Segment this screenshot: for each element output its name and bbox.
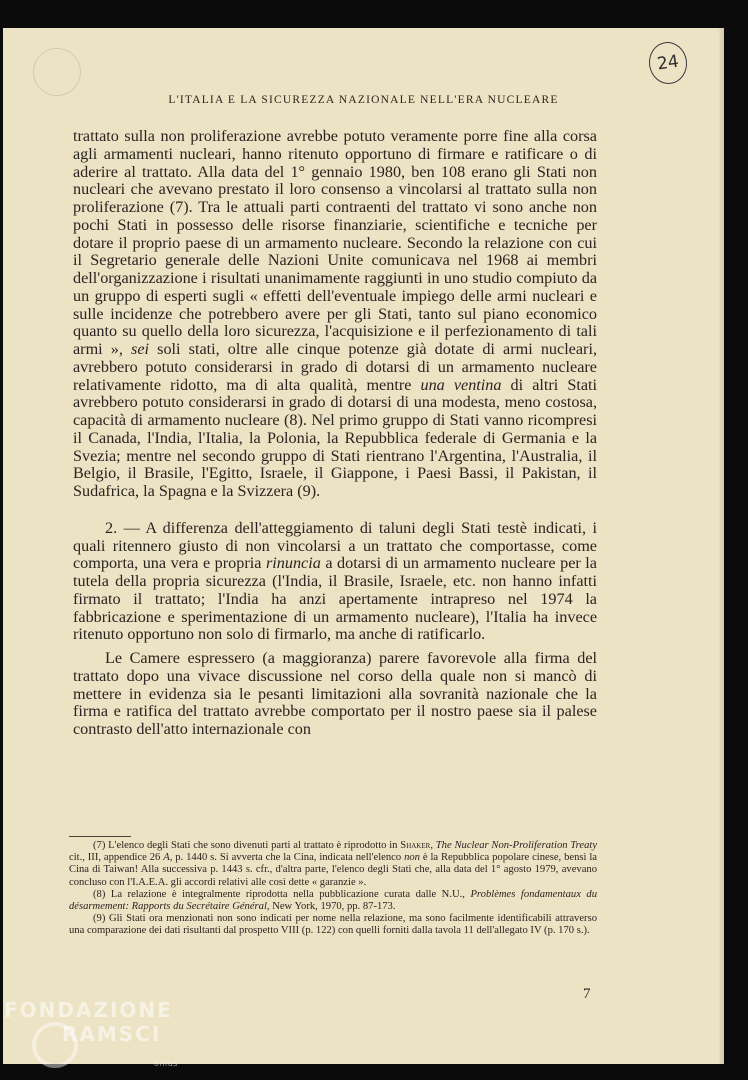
text-run: 2. — A differenza dell'atteggiamento di taluni degli Stati testè indicati, i quali ritennero giusto di non vincolarsi a un trattato che comportasse, come comporta, una vera e propria (73, 518, 597, 573)
footnote-separator (69, 836, 131, 837)
text-run: soli stati, oltre alle cinque potenze già dotate di armi nucleari, avrebbero potuto considerarsi in grado di dotarsi di un armamento nucleare relativamente ridotto, ma di alta qualità, mentre (73, 340, 597, 394)
handwritten-folio-number: 24 (646, 40, 689, 87)
text-run: è la Repubblica popolare cinese, bensì la Cina di Taiwan! Alla successiva p. 1443 s. cfr., d'altra parte, l'elenco degli Stati che, alla data del 1° agosto 1979, avevano concluso con l'I.A.E.A. gli accordi relativi alle così dette « garanzie ». (69, 852, 597, 888)
text-run: (9) Gli Stati ora menzionati non sono indicati per nome nella relazione, ma sono facilmente identificabili attraverso una comparazione dei dati risultanti dal prospetto VIII (p. 122) con quelli forniti dalla tavola 11 dell'allegato IV (p. 170 s.). (69, 913, 597, 937)
running-head: L'ITALIA E LA SICUREZZA NAZIONALE NELL'ERA NUCLEARE (168, 94, 559, 106)
archive-watermark (4, 998, 178, 1068)
text-run: (8) La relazione è integralmente riprodotta nella pubblicazione curata dalle N.U., (93, 888, 471, 900)
text-run: trattato sulla non proliferazione avrebbe potuto veramente porre fine alla corsa agli armamenti nucleari, hanno ritenuto opportuno di firmare e ratificare o di aderire al trattato. Alla data del 1° gennaio 1980, ben 108 erano gli Stati non nucleari che avevano prestato il loro consenso a vincolarsi al trattato sulla non proliferazione (7). Tra le attuali parti contraenti del trattato vi sono anche non pochi Stati in possesso delle risorse finanziarie, scientifiche e tecniche per dotare il proprio paese di un armamento nucleare. Secondo la relazione con cui il Segretario generale delle Nazioni Unite comunicava nel 1968 ai membri dell'organizzazione i risultati unanimamente raggiunti in uno studio compiuto da un gruppo di esperti sugli « effetti dell'eventuale impiego delle armi nucleari e sulle incidenze che potrebbero avere per gli Stati, tanto sul piano economico quanto su quello della loro sicurezza, l'acquisizione e il perfezionamento di tali armi », (73, 127, 597, 358)
paragraph-1 (73, 128, 597, 501)
italic-run: The Nuclear Non-Proliferation Treaty (435, 840, 598, 851)
italic-run: non (404, 852, 420, 864)
italic-run: Problèmes fondamentaux du désarmement: Rapports du Secrétaire Général (69, 888, 598, 913)
text-run: , (430, 840, 436, 851)
italic-run: rinuncia (265, 554, 321, 573)
text-run: di altri Stati avrebbero potuto considerarsi in grado di dotarsi di una modesta, meno costosa, capacità di armamento nucleare (8). Nel primo gruppo di Stati vanno ricompresi il Canada, l'India, l'Italia, la Polonia, la Repubblica federale di Germania e la Svezia; mentre nel secondo gruppo di Stati rientrano l'Argentina, l'Australia, il Belgio, il Brasile, l'Egitto, Israele, il Giappone, i Paesi Bassi, il Pakistan, il Sudafrica, la Spagna e la Svizzera (9). (73, 375, 597, 500)
watermark-line-2: RAMSCI (62, 1022, 162, 1046)
watermark-subtext: onlus (154, 1059, 178, 1068)
page-edge-shadow (718, 28, 724, 1064)
watermark-g-logo-icon (32, 1022, 78, 1068)
text-run: , p. 1440 s. Si avverta che la Cina, indicata nell'elenco (169, 852, 405, 864)
watermark-line-1: FONDAZIONE (4, 998, 173, 1022)
text-run: Le Camere espressero (a maggioranza) parere favorevole alla firma del trattato dopo una vivace discussione nel corso della quale non si mancò di mettere in evidenza sia le pesanti limitazioni alla sovranità nazionale che la firma e ratifica del trattato avrebbe comportato per il nostro paese sia il palese contrasto dell'atto internazionale con (73, 649, 597, 738)
page-number: 7 (583, 986, 591, 1002)
scanned-page (3, 28, 724, 1064)
paragraph-2 (73, 520, 597, 644)
footnotes (69, 840, 597, 938)
footnote-7 (69, 840, 597, 889)
text-run: (7) L'elenco degli Stati che sono divenuti parti al trattato è riprodotto in (93, 840, 401, 851)
text-run: cit., III, appendice 26 (69, 852, 164, 864)
author-name: Shaker (400, 840, 431, 851)
footnote-9 (69, 913, 597, 937)
body-text (73, 128, 597, 739)
footnote-8 (69, 889, 597, 913)
paragraph-3 (73, 650, 597, 739)
text-run: , New York, 1970, pp. 87-173. (266, 901, 396, 913)
italic-run: una ventina (420, 375, 502, 394)
italic-run: A (163, 852, 170, 864)
text-run: a dotarsi di un armamento nucleare per la tutela della propria sicurezza (l'India, il Brasile, Israele, etc. non hanno infatti firmato il trattato; l'India ha anzi apertamente intrapreso nel 1974 la fabbricazione e sperimentazione di un armamento nucleare), l'Italia ha invece ritenuto opportuno non solo di firmarlo, ma anche di ratificarlo. (73, 554, 597, 644)
faded-stamp-mark (33, 48, 81, 96)
italic-run: sei (131, 340, 150, 358)
